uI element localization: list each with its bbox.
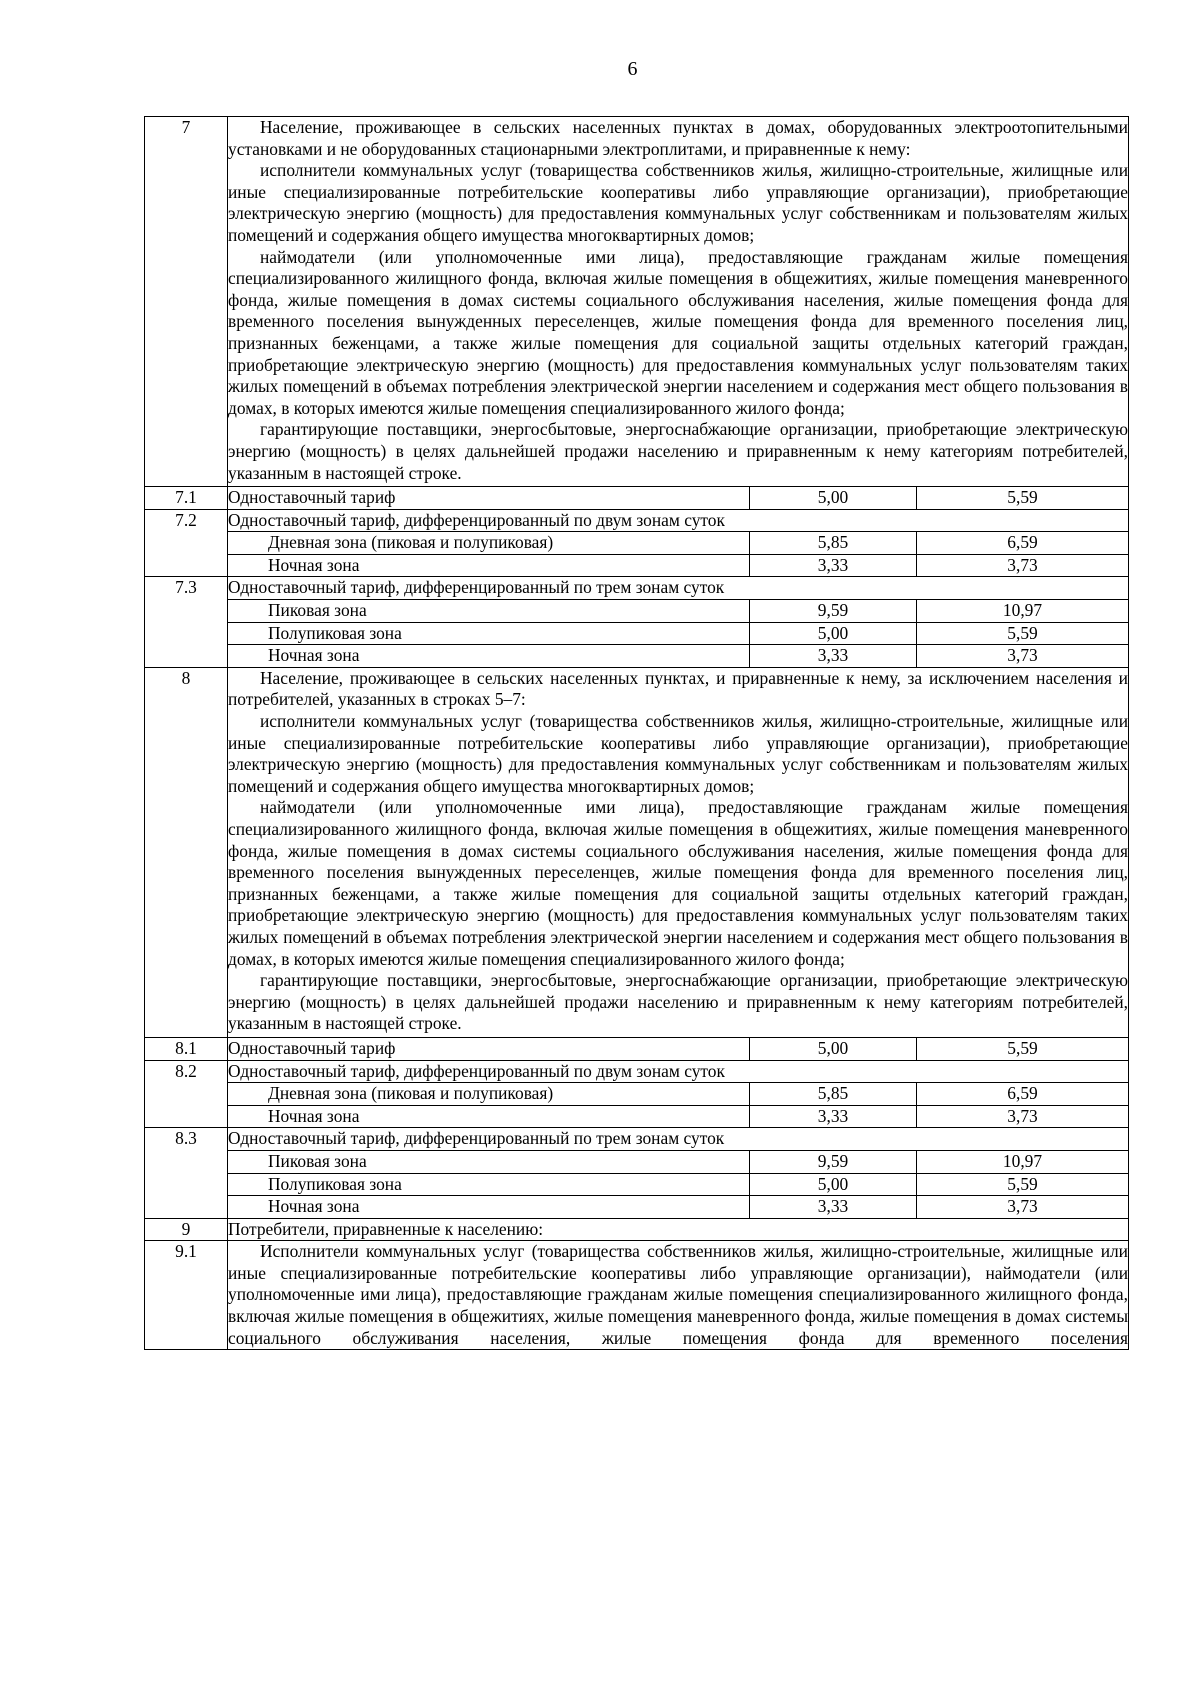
row-number: 7 — [145, 117, 228, 487]
zone-label: Ночная зона — [228, 554, 750, 577]
row-description: Потребители, приравненные к населению: — [228, 1218, 1129, 1241]
table-row — [145, 645, 1129, 668]
zone-label: Пиковая зона — [228, 1150, 750, 1173]
paragraph: гарантирующие поставщики, энергосбытовые, энергоснабжающие организации, приобретающие электрическую энергию (мощность) в целях дальнейшей продажи населению и приравненным к нему категориям потребителей, указанным в настоящей строке. — [228, 970, 1128, 1034]
zone-label: Пиковая зона — [228, 600, 750, 623]
tariff-label: Одноставочный тариф, дифференцированный по двум зонам суток — [228, 509, 1129, 532]
tariff-label: Одноставочный тариф, дифференцированный по трем зонам суток — [228, 1128, 1129, 1151]
tariff-value-first: 9,59 — [750, 600, 917, 623]
row-number: 9.1 — [145, 1241, 228, 1350]
table-row — [145, 1241, 1129, 1350]
row-number: 7.3 — [145, 577, 228, 667]
row-number: 8 — [145, 667, 228, 1037]
row-number: 9 — [145, 1218, 228, 1241]
table-row — [145, 1218, 1129, 1241]
table-row — [145, 1196, 1129, 1219]
tariff-value-first: 3,33 — [750, 1196, 917, 1219]
table-row — [145, 1060, 1129, 1083]
tariff-value-first: 5,85 — [750, 1083, 917, 1106]
tariff-value-first: 5,85 — [750, 532, 917, 555]
table-row — [145, 1105, 1129, 1128]
paragraph: исполнители коммунальных услуг (товарищества собственников жилья, жилищно-строительные, жилищные или иные специализированные потребительские кооперативы либо управляющие организации), приобретающие электрическую энергию (мощность) для предоставления коммунальных услуг собственникам и пользователям жилых помещений и содержания общего имущества многоквартирных домов; — [228, 711, 1128, 796]
tariff-value-second: 5,59 — [917, 1173, 1129, 1196]
tariff-value-first: 3,33 — [750, 1105, 917, 1128]
tariff-value-second: 3,73 — [917, 1105, 1129, 1128]
tariff-value-second: 3,73 — [917, 645, 1129, 668]
tariff-value-first: 9,59 — [750, 1150, 917, 1173]
tariff-value-second: 5,59 — [917, 1037, 1129, 1060]
table-row — [145, 117, 1129, 487]
table-row — [145, 577, 1129, 600]
tariff-label: Одноставочный тариф, дифференцированный по трем зонам суток — [228, 577, 1129, 600]
tariff-value-first: 5,00 — [750, 1037, 917, 1060]
table-row — [145, 622, 1129, 645]
zone-label: Ночная зона — [228, 645, 750, 668]
tariff-table — [144, 116, 1129, 1350]
paragraph: Исполнители коммунальных услуг (товарищества собственников жилья, жилищно-строительные, жилищные или иные специализированные потребительские кооперативы либо управляющие организации), наймодатели (или уполномоченные ими лица), предоставляющие гражданам жилые помещения специализированного жилищного фонда, включая жилые помещения в общежитиях, жилые помещения маневренного фонда, жилые помещения в домах системы социального обслуживания населения, жилые помещения фонда для временного поселения — [228, 1241, 1128, 1348]
zone-label: Полупиковая зона — [228, 1173, 750, 1196]
zone-label: Дневная зона (пиковая и полупиковая) — [228, 1083, 750, 1106]
tariff-value-first: 5,00 — [750, 622, 917, 645]
row-description — [228, 1241, 1129, 1350]
tariff-value-second: 5,59 — [917, 622, 1129, 645]
row-number: 8.2 — [145, 1060, 228, 1128]
table-row — [145, 667, 1129, 1037]
tariff-value-first: 3,33 — [750, 645, 917, 668]
row-description — [228, 117, 1129, 487]
paragraph: наймодатели (или уполномоченные ими лица), предоставляющие гражданам жилые помещения специализированного жилищного фонда, включая жилые помещения в общежитиях, жилые помещения маневренного фонда, жилые помещения в домах системы социального обслуживания населения, жилые помещения фонда для временного поселения вынужденных переселенцев, жилые помещения фонда для временного поселения лиц, признанных беженцами, а также жилые помещения для социальной защиты отдельных категорий граждан, приобретающие электрическую энергию (мощность) для предоставления коммунальных услуг пользователям таких жилых помещений в объемах потребления электрической энергии населением и содержания мест общего пользования в домах, в которых имеются жилые помещения специализированного жилого фонда; — [228, 797, 1128, 969]
zone-label: Полупиковая зона — [228, 622, 750, 645]
tariff-value-second: 10,97 — [917, 1150, 1129, 1173]
tariff-value-first: 5,00 — [750, 487, 917, 510]
table-row — [145, 1037, 1129, 1060]
paragraph: исполнители коммунальных услуг (товарищества собственников жилья, жилищно-строительные, жилищные или иные специализированные потребительские кооперативы либо управляющие организации), приобретающие электрическую энергию (мощность) для предоставления коммунальных услуг собственникам и пользователям жилых помещений и содержания общего имущества многоквартирных домов; — [228, 160, 1128, 245]
table-row — [145, 1083, 1129, 1106]
tariff-value-second: 6,59 — [917, 532, 1129, 555]
table-row — [145, 509, 1129, 532]
tariff-value-second: 6,59 — [917, 1083, 1129, 1106]
tariff-value-second: 10,97 — [917, 600, 1129, 623]
tariff-label: Одноставочный тариф — [228, 1037, 750, 1060]
table-row — [145, 600, 1129, 623]
paragraph: наймодатели (или уполномоченные ими лица), предоставляющие гражданам жилые помещения специализированного жилищного фонда, включая жилые помещения в общежитиях, жилые помещения маневренного фонда, жилые помещения в домах системы социального обслуживания населения, жилые помещения фонда для временного поселения вынужденных переселенцев, жилые помещения фонда для временного поселения лиц, признанных беженцами, а также жилые помещения для социальной защиты отдельных категорий граждан, приобретающие электрическую энергию (мощность) для предоставления коммунальных услуг пользователям таких жилых помещений в объемах потребления электрической энергии населением и содержания мест общего пользования в домах, в которых имеются жилые помещения специализированного жилого фонда; — [228, 246, 1128, 418]
tariff-value-second: 3,73 — [917, 554, 1129, 577]
row-number: 8.3 — [145, 1128, 228, 1218]
table-row — [145, 1150, 1129, 1173]
paragraph: гарантирующие поставщики, энергосбытовые, энергоснабжающие организации, приобретающие электрическую энергию (мощность) в целях дальнейшей продажи населению и приравненным к нему категориям потребителей, указанным в настоящей строке. — [228, 419, 1128, 483]
row-number: 7.2 — [145, 509, 228, 577]
row-number: 7.1 — [145, 487, 228, 510]
row-number: 8.1 — [145, 1037, 228, 1060]
tariff-value-first: 3,33 — [750, 554, 917, 577]
zone-label: Дневная зона (пиковая и полупиковая) — [228, 532, 750, 555]
table-row — [145, 554, 1129, 577]
table-row — [145, 1128, 1129, 1151]
row-description — [228, 667, 1129, 1037]
table-row — [145, 532, 1129, 555]
paragraph: Население, проживающее в сельских населенных пунктах в домах, оборудованных электроотопительными установками и не оборудованных стационарными электроплитами, и приравненные к нему: — [228, 117, 1128, 159]
zone-label: Ночная зона — [228, 1196, 750, 1219]
tariff-value-first: 5,00 — [750, 1173, 917, 1196]
table-row — [145, 487, 1129, 510]
tariff-value-second: 3,73 — [917, 1196, 1129, 1219]
table-row — [145, 1173, 1129, 1196]
tariff-label: Одноставочный тариф — [228, 487, 750, 510]
zone-label: Ночная зона — [228, 1105, 750, 1128]
page-number: 6 — [627, 58, 638, 80]
tariff-label: Одноставочный тариф, дифференцированный по двум зонам суток — [228, 1060, 1129, 1083]
paragraph: Население, проживающее в сельских населенных пунктах, и приравненные к нему, за исключением населения и потребителей, указанных в строках 5–7: — [228, 667, 1128, 710]
tariff-value-second: 5,59 — [917, 487, 1129, 510]
